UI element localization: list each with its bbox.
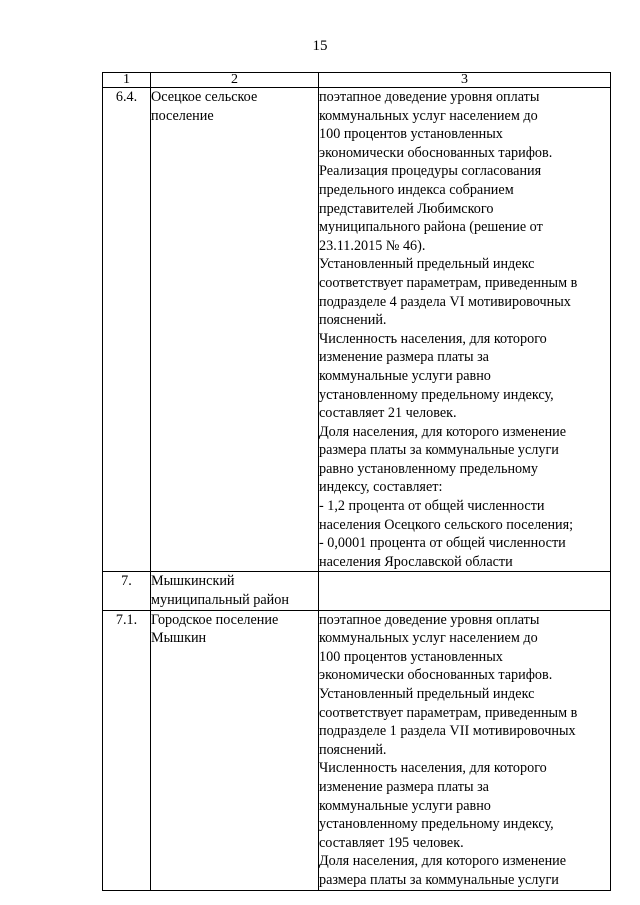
row-text-line: коммунальных услуг населением до — [319, 630, 538, 647]
row-text-line: Численность населения, для которого — [319, 330, 547, 347]
row-text-line: подразделе 1 раздела VII мотивировочных — [319, 723, 576, 740]
row-text-line: Доля населения, для которого изменение — [319, 423, 567, 440]
row-text-line: соответствует параметрам, приведенным в — [319, 274, 578, 291]
row-text-line: подразделе 4 раздела VI мотивировочных — [319, 293, 571, 310]
row-name-line: Мышкин — [151, 630, 207, 647]
row-text-line: экономически обоснованных тарифов. — [319, 144, 553, 161]
header-cell-2: 2 — [151, 73, 319, 88]
row-text-line: размера платы за коммунальные услуги — [319, 442, 559, 459]
row-name-line: Мышкинский — [151, 573, 235, 590]
row-text-line: муниципального района (решение от — [319, 219, 543, 236]
row-number: 7.1. — [103, 610, 151, 890]
row-text-line: 23.11.2015 № 46). — [319, 237, 426, 254]
row-text-line: - 1,2 процента от общей численности — [319, 498, 545, 515]
row-text-line: коммунальные услуги равно — [319, 367, 491, 384]
table-row — [103, 610, 611, 890]
header-cell-1: 1 — [103, 73, 151, 88]
row-text-line: соответствует параметрам, приведенным в — [319, 704, 578, 721]
page-number: 15 — [312, 38, 328, 54]
row-text-line: Установленный предельный индекс — [319, 256, 535, 273]
row-text-line: установленному предельному индексу, — [319, 386, 554, 403]
row-text-line: 100 процентов установленных — [319, 126, 503, 143]
row-name-line: муниципальный район — [151, 592, 289, 609]
table-row — [103, 572, 611, 610]
row-text-line: равно установленному предельному — [319, 460, 538, 477]
row-text-line: изменение размера платы за — [319, 349, 489, 366]
document-table — [102, 72, 611, 891]
row-text-line: изменение размера платы за — [319, 778, 489, 795]
row-text-line: индексу, составляет: — [319, 479, 443, 496]
row-name — [151, 610, 319, 890]
row-text-line: пояснений. — [319, 741, 387, 758]
row-text-line: населения Осецкого сельского поселения; — [319, 516, 574, 533]
row-text-line: поэтапное доведение уровня оплаты — [319, 611, 540, 628]
row-text-line: пояснений. — [319, 312, 387, 329]
row-number: 7. — [103, 572, 151, 610]
header-cell-3: 3 — [319, 73, 611, 88]
table-row — [103, 88, 611, 572]
row-name — [151, 572, 319, 610]
row-text — [319, 572, 611, 610]
row-name-line: Городское поселение — [151, 611, 279, 628]
row-text-line: Реализация процедуры согласования — [319, 163, 542, 180]
row-number: 6.4. — [103, 88, 151, 572]
row-name-line: поселение — [151, 107, 214, 124]
row-name-line: Осецкое сельское — [151, 89, 258, 105]
row-text-line: размера платы за коммунальные услуги — [319, 871, 559, 888]
row-text-line: 100 процентов установленных — [319, 648, 503, 665]
row-text-line: Установленный предельный индекс — [319, 686, 535, 702]
row-text-line: экономически обоснованных тарифов. — [319, 667, 553, 684]
row-text-line: населения Ярославской области — [319, 553, 513, 570]
row-text-line: поэтапное доведение уровня оплаты — [319, 89, 540, 105]
row-text-line: предельного индекса собранием — [319, 181, 514, 198]
row-text-line: Доля населения, для которого изменение — [319, 853, 567, 870]
row-text — [319, 88, 611, 572]
row-text-line: установленному предельному индексу, — [319, 816, 554, 833]
row-text-line: коммунальных услуг населением до — [319, 107, 538, 124]
table-header-row — [103, 73, 611, 88]
row-text — [319, 610, 611, 890]
row-text-line: составляет 21 человек. — [319, 405, 457, 422]
row-name — [151, 88, 319, 572]
row-text-line: составляет 195 человек. — [319, 834, 464, 851]
row-text-line: - 0,0001 процента от общей численности — [319, 535, 566, 552]
row-text-line: представителей Любимского — [319, 200, 494, 217]
row-text-line: коммунальные услуги равно — [319, 797, 491, 814]
row-text-line: Численность населения, для которого — [319, 760, 547, 777]
